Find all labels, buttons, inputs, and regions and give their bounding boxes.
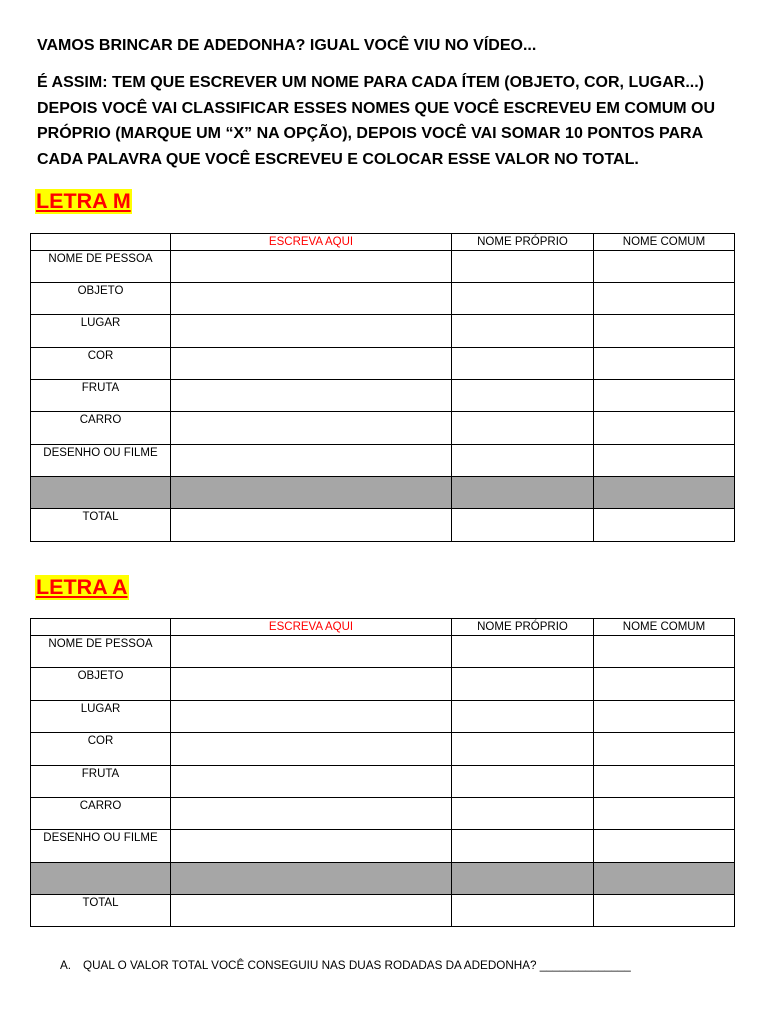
answer-cell bbox=[171, 412, 452, 445]
category-label-car: CARRO bbox=[31, 412, 171, 445]
proper-noun-cell bbox=[452, 380, 594, 412]
common-noun-cell bbox=[594, 251, 735, 283]
total-label: TOTAL bbox=[31, 509, 171, 542]
proper-noun-cell bbox=[452, 733, 594, 766]
header-proper-noun: NOME PRÓPRIO bbox=[452, 619, 594, 636]
category-label-color: COR bbox=[31, 733, 171, 766]
category-label-car: CARRO bbox=[31, 798, 171, 830]
instruction-line: CADA PALAVRA QUE VOCÊ ESCREVEU E COLOCAR ESSE VALOR NO TOTAL. bbox=[37, 151, 639, 169]
category-label-object: OBJETO bbox=[31, 283, 171, 315]
table-row bbox=[31, 668, 735, 701]
answer-cell bbox=[171, 348, 452, 380]
header-corner-cell bbox=[31, 619, 171, 636]
answer-cell bbox=[171, 636, 452, 668]
shaded-cell bbox=[31, 477, 171, 509]
proper-noun-cell bbox=[452, 251, 594, 283]
question-marker: A. bbox=[60, 959, 72, 972]
common-noun-cell bbox=[594, 315, 735, 348]
table-row bbox=[31, 636, 735, 668]
shaded-cell bbox=[452, 863, 594, 895]
header-corner-cell bbox=[31, 234, 171, 251]
answer-cell bbox=[171, 668, 452, 701]
proper-noun-cell bbox=[452, 283, 594, 315]
letter-m-table bbox=[30, 233, 735, 542]
table-row bbox=[31, 701, 735, 733]
table-row bbox=[31, 830, 735, 863]
table-row bbox=[31, 445, 735, 477]
letter-a-table bbox=[30, 618, 735, 927]
proper-noun-cell bbox=[452, 766, 594, 798]
table-row bbox=[31, 251, 735, 283]
common-noun-cell bbox=[594, 380, 735, 412]
header-common-noun: NOME COMUM bbox=[594, 619, 735, 636]
proper-noun-cell bbox=[452, 412, 594, 445]
table-row bbox=[31, 348, 735, 380]
proper-noun-cell bbox=[452, 315, 594, 348]
common-noun-cell bbox=[594, 636, 735, 668]
category-label-cartoon-or-movie: DESENHO OU FILME bbox=[31, 445, 171, 477]
answer-cell bbox=[171, 830, 452, 863]
answer-cell bbox=[171, 733, 452, 766]
common-noun-cell bbox=[594, 412, 735, 445]
common-noun-cell bbox=[594, 445, 735, 477]
total-common-noun-cell bbox=[594, 895, 735, 927]
table-header-row bbox=[31, 619, 735, 636]
header-proper-noun: NOME PRÓPRIO bbox=[452, 234, 594, 251]
total-common-noun-cell bbox=[594, 509, 735, 542]
table-row bbox=[31, 315, 735, 348]
common-noun-cell bbox=[594, 668, 735, 701]
shaded-separator-row bbox=[31, 863, 735, 895]
proper-noun-cell bbox=[452, 668, 594, 701]
common-noun-cell bbox=[594, 283, 735, 315]
proper-noun-cell bbox=[452, 798, 594, 830]
category-label-fruit: FRUTA bbox=[31, 380, 171, 412]
proper-noun-cell bbox=[452, 445, 594, 477]
proper-noun-cell bbox=[452, 830, 594, 863]
shaded-cell bbox=[171, 477, 452, 509]
answer-cell bbox=[171, 798, 452, 830]
question-text: QUAL O VALOR TOTAL VOCÊ CONSEGUIU NAS DUAS RODADAS DA ADEDONHA? bbox=[83, 959, 537, 972]
answer-cell bbox=[171, 766, 452, 798]
proper-noun-cell bbox=[452, 348, 594, 380]
table-row bbox=[31, 766, 735, 798]
shaded-cell bbox=[171, 863, 452, 895]
shaded-separator-row bbox=[31, 477, 735, 509]
header-write-here: ESCREVA AQUI bbox=[171, 619, 452, 636]
table-row bbox=[31, 798, 735, 830]
total-label: TOTAL bbox=[31, 895, 171, 927]
answer-cell bbox=[171, 445, 452, 477]
category-label-color: COR bbox=[31, 348, 171, 380]
total-proper-noun-cell bbox=[452, 509, 594, 542]
question-line bbox=[83, 958, 631, 974]
category-label-object: OBJETO bbox=[31, 668, 171, 701]
total-answer-cell bbox=[171, 509, 452, 542]
total-row bbox=[31, 509, 735, 542]
common-noun-cell bbox=[594, 766, 735, 798]
letter-a-title: LETRA A bbox=[36, 575, 128, 599]
table-row bbox=[31, 380, 735, 412]
proper-noun-cell bbox=[452, 636, 594, 668]
instruction-line: PRÓPRIO (MARQUE UM “X” NA OPÇÃO), DEPOIS VOCÊ VAI SOMAR 10 PONTOS PARA bbox=[37, 125, 704, 143]
category-label-place: LUGAR bbox=[31, 315, 171, 348]
answer-cell bbox=[171, 701, 452, 733]
category-label-person-name: NOME DE PESSOA bbox=[31, 636, 171, 668]
total-proper-noun-cell bbox=[452, 895, 594, 927]
letter-m-title: LETRA M bbox=[36, 189, 131, 213]
category-label-place: LUGAR bbox=[31, 701, 171, 733]
instruction-line: É ASSIM: TEM QUE ESCREVER UM NOME PARA CADA ÍTEM (OBJETO, COR, LUGAR...) bbox=[37, 74, 704, 91]
shaded-cell bbox=[594, 477, 735, 509]
answer-cell bbox=[171, 251, 452, 283]
instruction-line: DEPOIS VOCÊ VAI CLASSIFICAR ESSES NOMES QUE VOCÊ ESCREVEU EM COMUM OU bbox=[37, 99, 716, 117]
header-common-noun: NOME COMUM bbox=[594, 234, 735, 251]
common-noun-cell bbox=[594, 701, 735, 733]
answer-cell bbox=[171, 315, 452, 348]
category-label-cartoon-or-movie: DESENHO OU FILME bbox=[31, 830, 171, 863]
shaded-cell bbox=[594, 863, 735, 895]
answer-blank: ______________ bbox=[539, 959, 631, 972]
common-noun-cell bbox=[594, 798, 735, 830]
shaded-cell bbox=[452, 477, 594, 509]
total-answer-cell bbox=[171, 895, 452, 927]
shaded-cell bbox=[31, 863, 171, 895]
table-header-row bbox=[31, 234, 735, 251]
total-row bbox=[31, 895, 735, 927]
category-label-person-name: NOME DE PESSOA bbox=[31, 251, 171, 283]
table-row bbox=[31, 412, 735, 445]
table-row bbox=[31, 283, 735, 315]
category-label-fruit: FRUTA bbox=[31, 766, 171, 798]
answer-cell bbox=[171, 283, 452, 315]
table-row bbox=[31, 733, 735, 766]
common-noun-cell bbox=[594, 348, 735, 380]
common-noun-cell bbox=[594, 733, 735, 766]
instructions-paragraph bbox=[37, 70, 715, 173]
answer-cell bbox=[171, 380, 452, 412]
common-noun-cell bbox=[594, 830, 735, 863]
page-heading: VAMOS BRINCAR DE ADEDONHA? IGUAL VOCÊ VIU NO VÍDEO... bbox=[37, 37, 537, 54]
proper-noun-cell bbox=[452, 701, 594, 733]
header-write-here: ESCREVA AQUI bbox=[171, 234, 452, 251]
